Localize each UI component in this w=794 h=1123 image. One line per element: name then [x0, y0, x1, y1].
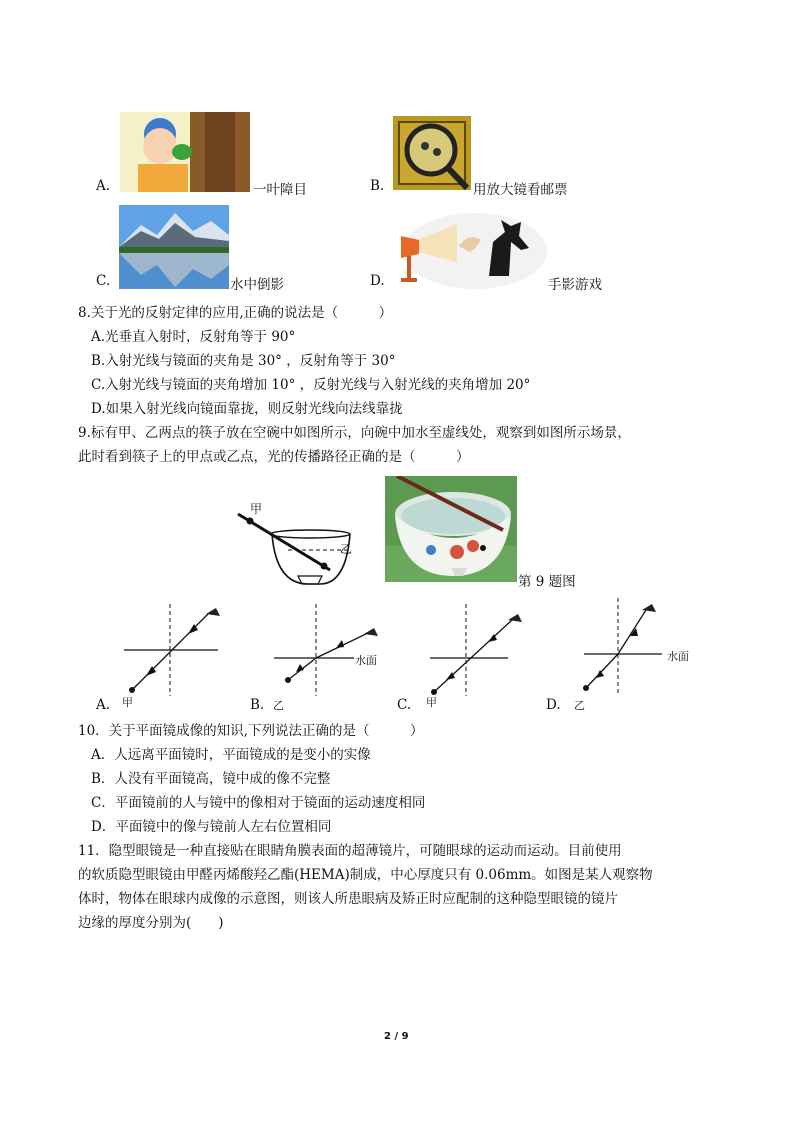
q7-option-c-image	[119, 205, 229, 289]
q8-option-c: C.入射光线与镜面的夹角增加 10° ，反射光线与入射光线的夹角增加 20°	[91, 377, 531, 393]
page-number: 2 / 9	[384, 1031, 409, 1042]
q7-option-a-image	[120, 112, 250, 192]
q9-caption: 第 9 题图	[518, 574, 576, 590]
q9-option-d-letter: D.	[546, 697, 561, 713]
q8-option-a: A.光垂直入射时，反射角等于 90°	[91, 329, 296, 345]
q10-option-b: B．人没有平面镜高，镜中成的像不完整	[91, 771, 331, 787]
q11-line3: 体时，物体在眼球内成像的示意图，则该人所患眼病及矫正时应配制的这种隐型眼镜的镜片	[78, 891, 618, 907]
q7-option-b-image	[393, 116, 471, 190]
q11-line2: 的软质隐型眼镜由甲醛丙烯酸羟乙酯(HEMA)制成，中心厚度只有 0.06mm。如图是某人观察物	[78, 867, 653, 883]
q9-option-a-letter: A.	[96, 697, 111, 713]
q7-option-a-text: 一叶障目	[253, 182, 307, 198]
q9-option-c-letter: C.	[397, 697, 412, 713]
q7-option-b-text: 用放大镜看邮票	[473, 182, 568, 198]
q9-option-a-point-label: 甲	[122, 696, 133, 709]
q9-option-c-diagram	[420, 600, 530, 700]
q9-option-b-letter: B.	[250, 697, 265, 713]
q7-option-c-letter: C.	[96, 273, 111, 289]
q7-option-d-text: 手影游戏	[548, 277, 602, 293]
q7-option-d-image	[393, 212, 547, 290]
q7-option-b-letter: B.	[370, 178, 385, 194]
q8-stem: 8.关于光的反射定律的应用,正确的说法是（ ）	[78, 305, 393, 321]
q9-stem-line1: 9.标有甲、乙两点的筷子放在空碗中如图所示，向碗中加水至虚线处，观察到如图所示场景，	[78, 425, 631, 441]
q7-option-c-text: 水中倒影	[230, 277, 284, 293]
q9-option-c-point-label: 甲	[426, 696, 437, 709]
q9-option-b-water-label: 水面	[355, 654, 377, 667]
q9-stem-line2: 此时看到筷子上的甲点或乙点，光的传播路径正确的是（ ）	[78, 449, 470, 465]
q8-option-b: B.入射光线与镜面的夹角是 30° ，反射角等于 30°	[91, 353, 396, 369]
q7-option-a-letter: A.	[96, 178, 111, 194]
q9-option-b-diagram	[270, 600, 390, 700]
q9-label-yi: 乙	[340, 542, 353, 556]
q9-label-jia: 甲	[250, 502, 263, 516]
q11-line4: 边缘的厚度分别为( )	[78, 915, 224, 931]
q9-option-d-diagram	[570, 594, 680, 700]
q9-option-b-point-label: 乙	[273, 699, 284, 712]
q10-option-d: D．平面镜中的像与镜前人左右位置相同	[91, 819, 332, 835]
q9-bowl-photo	[385, 476, 517, 582]
q9-option-d-water-label: 水面	[667, 650, 689, 663]
q11-line1: 11．隐型眼镜是一种直接贴在眼睛角膜表面的超薄镜片，可随眼球的运动而运动。目前使用	[78, 843, 622, 859]
q8-option-d: D.如果入射光线向镜面靠拢，则反射光线向法线靠拢	[91, 401, 403, 417]
q9-option-d-point-label: 乙	[574, 699, 585, 712]
q10-option-a: A．人远离平面镜时，平面镜成的是变小的实像	[91, 747, 371, 763]
q9-option-a-diagram	[120, 600, 230, 700]
q10-option-c: C．平面镜前的人与镜中的像相对于镜面的运动速度相同	[91, 795, 426, 811]
q10-stem: 10．关于平面镜成像的知识,下列说法正确的是（ ）	[78, 723, 424, 739]
q7-option-d-letter: D.	[370, 273, 385, 289]
